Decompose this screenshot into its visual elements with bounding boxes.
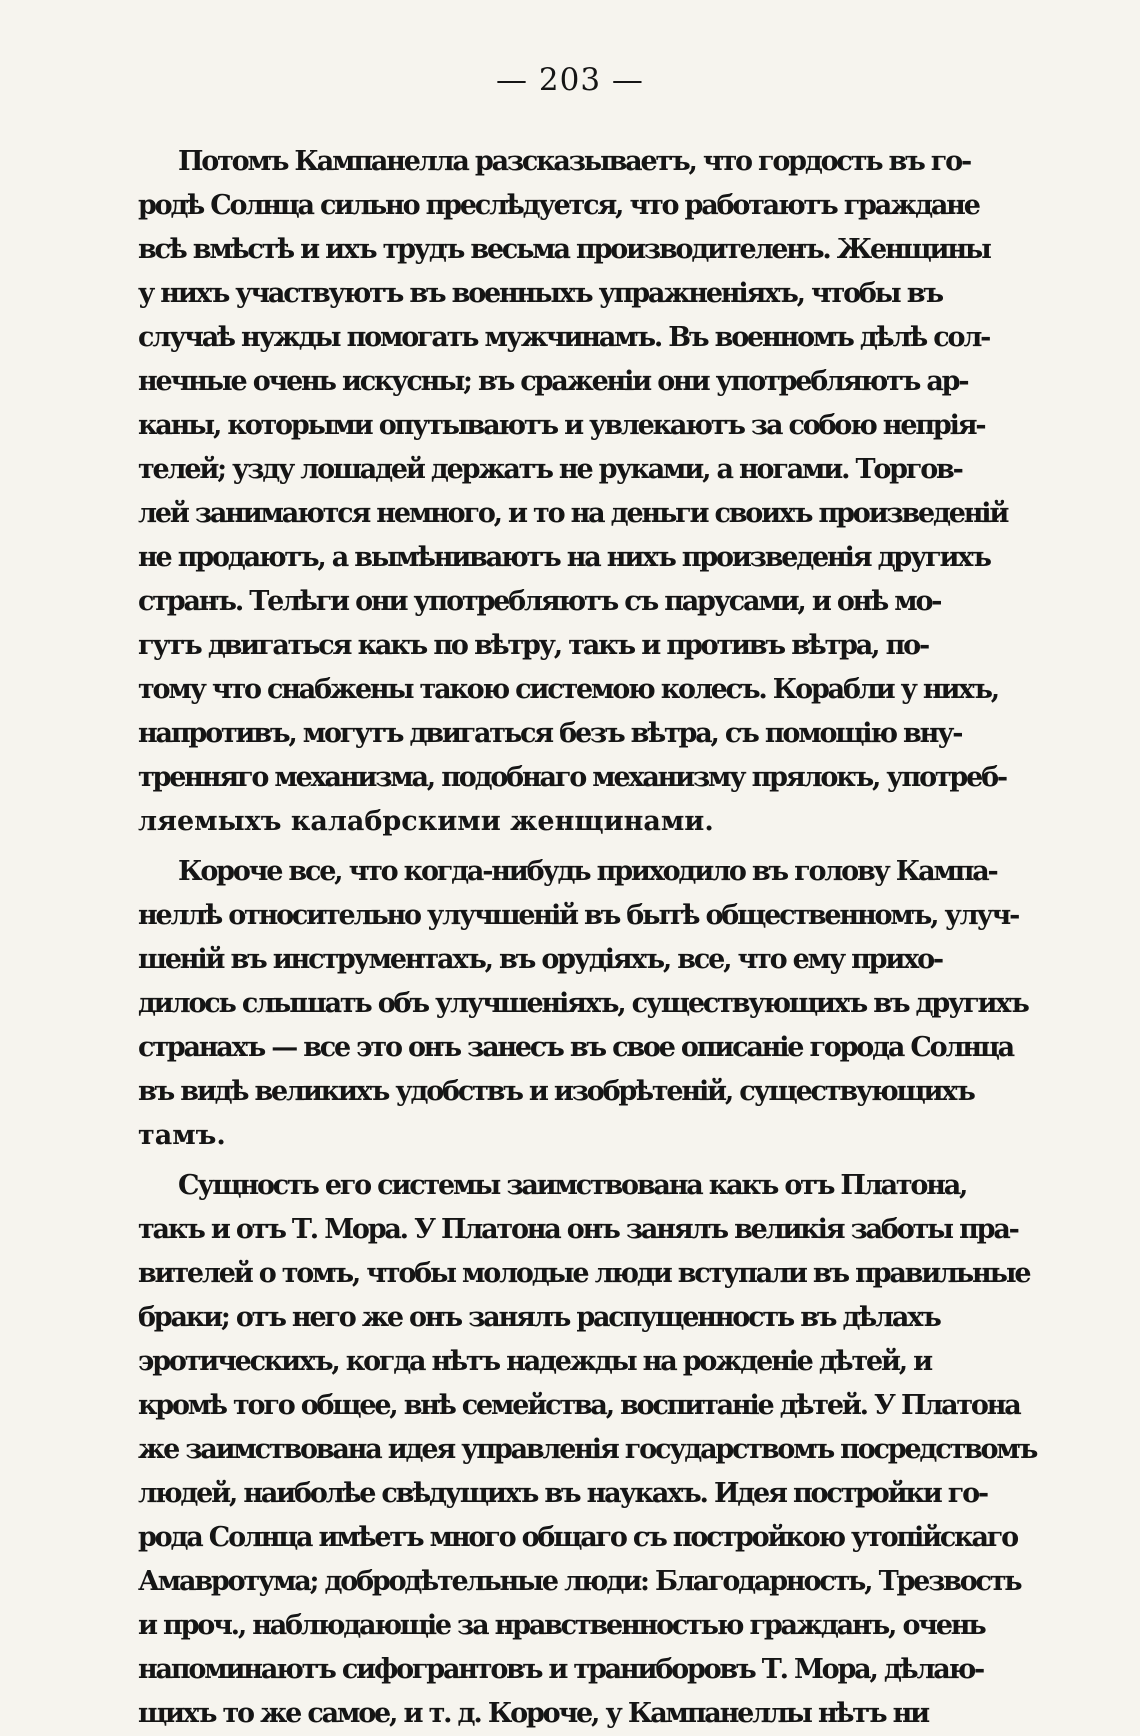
- text-line: такъ и отъ Т. Мора. У Платона онъ занялъ великiя заботы пра-: [138, 1214, 1018, 1245]
- text-line: гутъ двигаться какъ по вѣтру, такъ и противъ вѣтра, по-: [138, 630, 928, 661]
- text-line: странъ. Телѣги они употребляютъ съ парусами, и онѣ мо-: [138, 586, 941, 617]
- text-line: Потомъ Кампанелла разсказываетъ, что гордость въ го-: [178, 146, 970, 177]
- text-line: случаѣ нужды помогать мужчинамъ. Въ военномъ дѣлѣ сол-: [138, 322, 990, 353]
- text-line: не продаютъ, а вымѣниваютъ на нихъ произведенiя другихъ: [138, 542, 990, 573]
- text-line: вителей о томъ, чтобы молодые люди вступали въ правильные: [138, 1258, 1030, 1289]
- text-line: странахъ — все это онъ занесъ въ свое описанiе города Солнца: [138, 1032, 1013, 1063]
- text-line: напоминаютъ сифогрантовъ и траниборовъ Т. Мора, дѣлаю-: [138, 1654, 984, 1685]
- text-line: напротивъ, могутъ двигаться безъ вѣтра, съ помощiю вну-: [138, 718, 962, 749]
- text-line: каны, которыми опутываютъ и увлекаютъ за собою непрiя-: [138, 410, 985, 441]
- text-line: телей; узду лошадей держатъ не руками, а ногами. Торгов-: [138, 454, 962, 485]
- text-line: въ видѣ великихъ удобствъ и изобрѣтенiй, существующихъ: [138, 1076, 974, 1107]
- text-line: дилось слышать объ улучшенiяхъ, существующихъ въ другихъ: [138, 988, 1028, 1019]
- text-line: тренняго механизма, подобнаго механизму прялокъ, употреб-: [138, 762, 1006, 793]
- text-line: тамъ.: [138, 1120, 226, 1151]
- page-number: — 203 —: [496, 62, 644, 98]
- text-line: шенiй въ инструментахъ, въ орудiяхъ, все, что ему прихо-: [138, 944, 942, 975]
- text-line: ляемыхъ калабрскими женщинами.: [138, 806, 714, 837]
- text-line: браки; отъ него же онъ занялъ распущенность въ дѣлахъ: [138, 1302, 940, 1333]
- text-line: нечные очень искусны; въ сраженiи они употребляютъ ар-: [138, 366, 968, 397]
- text-line: неллѣ относительно улучшенiй въ бытѣ общественномъ, улуч-: [138, 900, 1019, 931]
- paragraph: [138, 1164, 1037, 1736]
- text-line: у нихъ участвуютъ въ военныхъ упражненiяхъ, чтобы въ: [138, 278, 942, 309]
- text-line: Короче все, что когда-нибудь приходило въ голову Кампа-: [178, 856, 997, 887]
- text-line: Амавротума; добродѣтельные люди: Благодарность, Трезвость: [138, 1566, 1021, 1597]
- text-line: Сущность его системы заимствована какъ отъ Платона,: [178, 1170, 967, 1201]
- text-line: тому что снабжены такою системою колесъ. Корабли у нихъ,: [138, 674, 998, 705]
- text-line: и проч., наблюдающiе за нравственностью гражданъ, очень: [138, 1610, 985, 1641]
- text-line: родѣ Солнца сильно преслѣдуется, что работаютъ граждане: [138, 190, 979, 221]
- text-line: кромѣ того общее, внѣ семейства, воспитанiе дѣтей. У Платона: [138, 1390, 1020, 1421]
- body-text: [138, 140, 1037, 1736]
- text-line: всѣ вмѣстѣ и ихъ трудъ весьма производителенъ. Женщины: [138, 234, 990, 265]
- text-line: щихъ то же самое, и т. д. Короче, у Кампанеллы нѣтъ ни: [138, 1698, 928, 1729]
- paragraph: [138, 850, 1028, 1158]
- text-line: эротическихъ, когда нѣтъ надежды на рожденiе дѣтей, и: [138, 1346, 932, 1377]
- text-line: людей, наиболѣе свѣдущихъ въ наукахъ. Идея постройки го-: [138, 1478, 987, 1509]
- paragraph: [138, 140, 1008, 844]
- text-line: рода Солнца имѣетъ много общаго съ постройкою утопiйскаго: [138, 1522, 1017, 1553]
- text-line: же заимствована идея управленiя государствомъ посредствомъ: [138, 1434, 1037, 1465]
- text-line: лей занимаются немного, и то на деньги своихъ произведенiй: [138, 498, 1008, 529]
